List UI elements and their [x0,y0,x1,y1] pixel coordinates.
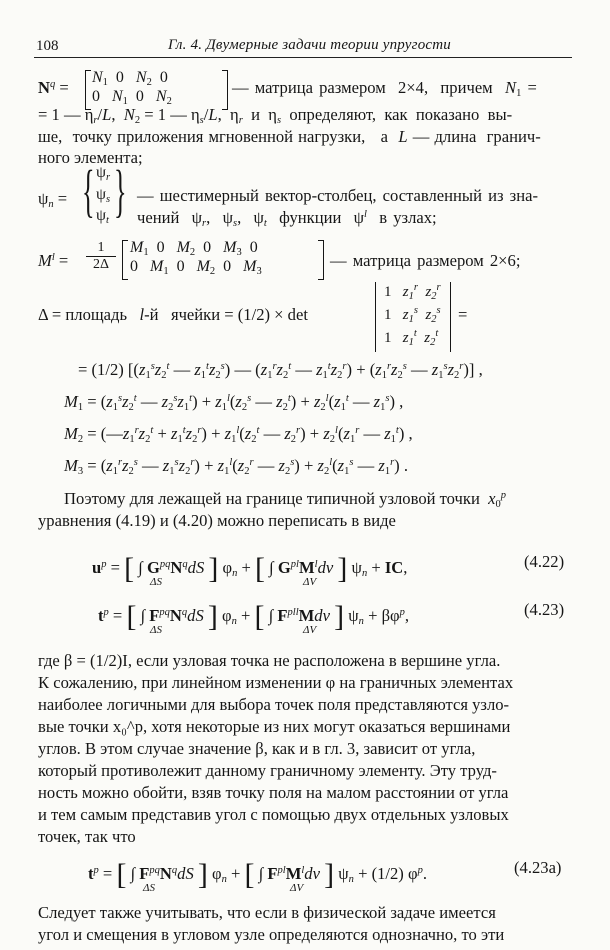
text-line: который противолежит данному граничному элементу. Эту труд- [38,761,497,780]
ml-matrix-lhs: $M^l$ = [38,251,69,270]
psi-vector-entry: $\psi_r$ [96,164,111,183]
text-line: Следует также учитывать, что если в физической задаче имеется [38,903,496,922]
equation-number: (4.22) [524,552,565,571]
integral-domain: ΔS [150,576,162,588]
equals-sign: = [458,305,468,324]
text-line: вые точки x₀^p, хотя некоторые из них могут оказаться вершинами [38,717,511,736]
equation-number: (4.23a) [514,858,562,877]
running-title: Гл. 4. Двумерные задачи теории упругости [168,37,452,53]
matrix-bracket [318,240,324,280]
text-line: наиболее логичными для выбора точек поля представляются узло- [38,695,510,714]
nq-matrix-row1: $N_1$ 0 $N_2$ 0 [92,69,168,88]
text-line: = 1 — $\eta_r/L$, $N_2 = 1$ — $\eta_s/L$, $\eta_r$ и $\eta_s$ определяют, как показано вы- [38,105,513,126]
matrix-bracket [122,240,128,280]
matrix-bracket [222,70,228,110]
text-line: ного элемента; [38,148,143,167]
integral-domain: ΔV [290,882,304,894]
text-line: К сожалению, при линейном изменении φ на граничных элементах [38,673,514,692]
psi-vector-lhs: $\psi_n$ = [38,189,68,210]
text-line: Поэтому для лежащей на границе типичной узловой точки $x_0^p$ [64,489,507,510]
delta-expansion: = (1/2) [($z_1^sz_2^t$ — $z_1^tz_2^s$) — ($z_1^rz_2^t$ — $z_1^tz_2^r) + (z_1^rz_2^s$ — $z_1^sz_2^r$)] , [78,360,483,381]
vector-brace: { [82,158,95,223]
text-line: где β = (1/2)I, если узловая точка не расположена в вершине угла. [38,651,501,670]
det-row3: 1 $z_1^t$ $z_2^t$ [384,328,439,348]
m1-definition: $M_1 = (z_1^sz_2^t$ — $z_2^sz_1^t) + z_1^l(z_2^s$ — $z_2^t) + z_2^l(z_1^t$ — $z_1^s$) , [64,392,404,413]
determinant-bar [375,282,376,352]
psi-vector-entry: $\psi_t$ [96,207,109,226]
det-row1: 1 $z_1^r$ $z_2^r$ [384,282,441,302]
equation-4-23a: $t^p$ = [ ∫ $F^{pq}N^qdS$ ] $\varphi_n$ + [ ∫ $F^{pl}M^ldv$ ] $\psi_n + (1/2)$ $\varphi^p$. [88,858,427,891]
integral-domain: ΔS [150,624,162,636]
integral-domain: ΔV [303,624,317,636]
header-rule [34,57,572,58]
vector-brace: } [114,158,127,223]
nq-matrix-lhs: $N^q$ = [38,78,69,97]
text-line: угол и смещения в угловом узле определяются однозначно, то эти [38,925,505,944]
text-line: ность можно обойти, взяв точку поля на малом расстоянии от угла [38,783,509,802]
text-line: точек, так что [38,827,136,846]
integral-domain: ΔV [303,576,317,588]
text-line: чений $\psi_r$, $\psi_s$, $\psi_t$ функции $\psi^l$ в узлах; [137,208,437,229]
m2-definition: $M_2$ = $(—z_1^rz_2^t + z_1^tz_2^r) + z_1^l(z_2^t$ — $z_2^r) + z_2^l(z_1^r$ — $z_1^t$) , [64,424,413,445]
equation-4-23: $t^p$ = [ ∫ $F^{pq}N^qdS$ ] $\varphi_n$ + [ ∫ $F^{pll}Mdv$ ] $\psi_n + \beta\varphi^p$, [98,600,410,633]
ml-matrix-row2: 0 $M_1$ 0 $M_2$ 0 $M_3$ [130,258,262,277]
fraction: $\frac{1}{2\Delta}$ [86,240,116,273]
matrix-bracket [85,70,91,110]
text-line: — шестимерный вектор-столбец, составленный из зна- [137,186,539,205]
text-line: Δ = площадь l-й ячейки = (1/2) × det [38,305,308,324]
text-line: — матрица размером 2×6; [330,251,521,270]
m3-definition: $M_3 = (z_1^rz_2^s$ — $z_1^sz_2^r) + z_1^l(z_2^r$ — $z_2^s) + z_2^l(z_1^s$ — $z_1^r$) . [64,456,408,477]
ml-matrix-row1: $M_1$ 0 $M_2$ 0 $M_3$ 0 [130,239,258,258]
determinant-bar [450,282,451,352]
text-line: и тем самым представив угол с помощью двух отдельных узловых [38,805,509,824]
det-row2: 1 $z_1^s$ $z_2^s$ [384,305,441,325]
psi-vector-entry: $\psi_s$ [96,186,111,205]
nq-matrix-row2: 0 $N_1$ 0 $N_2$ [92,88,172,107]
text-line: углов. В этом случае значение β, как и в гл. 3, зависит от угла, [38,739,476,758]
page-number: 108 [36,38,59,54]
integral-domain: ΔS [143,882,155,894]
text-line: — матрица размером 2×4, причем $N_1$ = [232,78,537,99]
equation-4-22: $u^p$ = [ ∫ $G^{pq}N^qdS$ ] $\varphi_n$ + [ ∫ $G^{pl}M^ldv$ ] $\psi_n$ + IC, [92,552,408,585]
equation-number: (4.23) [524,600,565,619]
text-line: ше, точку приложения мгновенной нагрузки, а L — длина гранич- [38,127,541,146]
text-line: уравнения (4.19) и (4.20) можно переписать в виде [38,511,396,530]
